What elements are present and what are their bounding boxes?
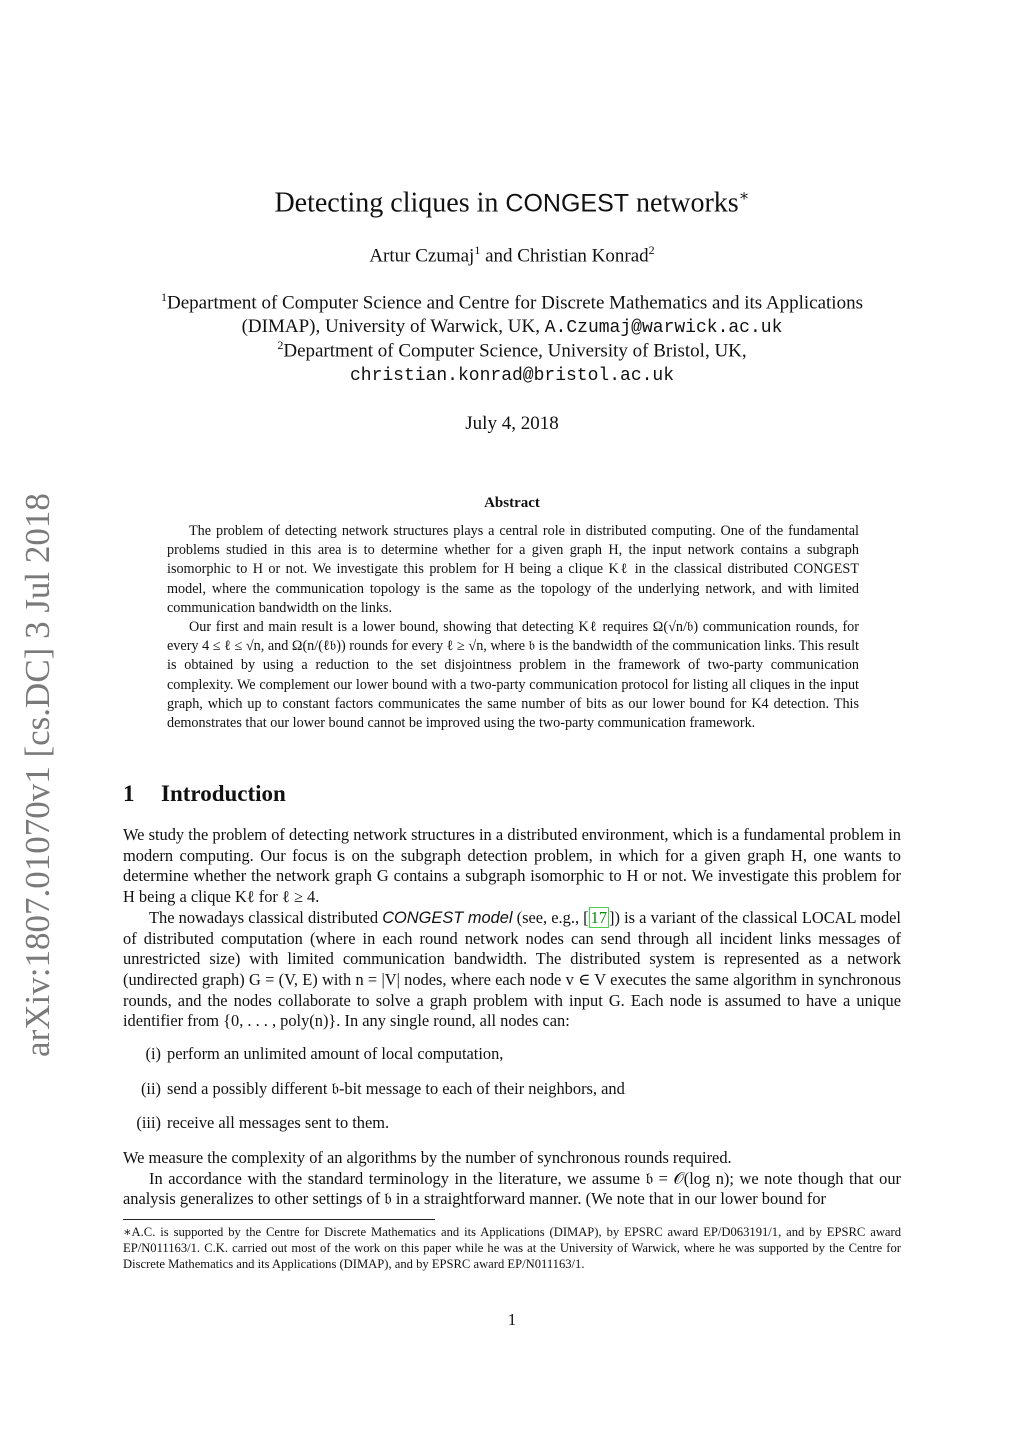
abstract-paragraph: Our first and main result is a lower bound, showing that detecting Kℓ requires Ω(√n/𝔟) communication rounds, for every 4 ≤ ℓ ≤ √n, and Ω(n/(ℓ𝔟)) rounds for every ℓ ≥ √n, where 𝔟 is the bandwidth of the communication links. This result is obtained by using a reduction to the set disjointness problem in the framework of two-party communication complexity. We complement our lower bound with a two-party communication protocol for listing all cliques in the input graph, which up to constant factors communicates the same number of bits as our lower bound for K4 detection. This demonstrates that our lower bound cannot be improved using the two-party communication framework. (167, 619, 859, 732)
publication-date: July 4, 2018 (465, 413, 559, 434)
author-list: Artur Czumaj$^1$ and Christian Konrad$^2$ (369, 243, 655, 267)
abstract-paragraph: The problem of detecting network structures plays a central role in distributed computing. One of the fundamental problems studied in this area is to determine whether for a given graph H, the input network contains a subgraph isomorphic to H or not. We investigate this problem for H being a clique Kℓ in the classical distributed CONGEST model, where the communication topology is the same as the topology of the underlying network, and with limited communication bandwidth on the links. (167, 523, 859, 616)
author-name: Artur Czumaj (369, 245, 475, 267)
list-item: (ii) send a possibly different 𝔟-bit message to each of their neighbors, and (140, 1079, 625, 1098)
paragraph: The nowadays classical distributed CONGEST model (see, e.g., [ 17 ]) is a variant of the classical LOCAL model of distributed computation (where in each round network nodes can send through all incident links messages of unrestricted size) with limited communication bandwidth. The distributed system is represented as a network (undirected graph) G = (V, E) with n = |V| nodes, where each node v ∈ V executes the same algorithm in synchronous rounds, and the nodes collaborate to solve a graph problem with input G. Each node is assumed to have a unique identifier from {0, . . . , poly(n)}. In any single round, all nodes can: (123, 907, 901, 1031)
affiliation-2: $^2$Department of Computer Science, University of Bristol, UK, christian.konrad@bristol.ac.uk (277, 338, 747, 387)
intro-body (123, 825, 901, 1032)
footnote: ∗A.C. is supported by the Centre for Discrete Mathematics and its Applications (DIMAP), by EPSRC award EP/D063191/1, and by EPSRC award EP/N011163/1. C.K. carried out most of the work on this paper while he was at the University of Warwick, where he was supported by the Centre for Discrete Mathematics and its Applications (DIMAP), and by EPSRC award EP/N011163/1. (123, 1225, 901, 1272)
abstract-body (167, 522, 859, 733)
paper-title: Detecting cliques in CONGEST networks∗ (274, 187, 750, 219)
paragraph: We measure the complexity of an algorithms by the number of synchronous rounds required. (123, 1148, 732, 1167)
footnote-rule (123, 1219, 435, 1220)
affiliation-1: $^1$Department of Computer Science and Centre for Discrete Mathematics and its Applications (DIMAP), University of Warwick, UK, A.Czumaj@warwick.ac.uk (161, 290, 863, 339)
list-item: (i) perform an unlimited amount of local computation, (145, 1044, 504, 1063)
citation-link[interactable]: 17 (590, 907, 608, 927)
paragraph: We study the problem of detecting network structures in a distributed environment, which is a fundamental problem in modern computing. Our focus is on the subgraph detection problem, in which for a given graph H, one wants to determine whether the network graph G contains a subgraph isomorphic to H or not. We investigate this problem for H being a clique Kℓ for ℓ ≥ 4. (123, 825, 901, 907)
section-heading: 1 Introduction (123, 781, 286, 806)
email-link[interactable]: christian.konrad@bristol.ac.uk (349, 366, 675, 387)
email-link[interactable]: A.Czumaj@warwick.ac.uk (544, 318, 783, 339)
arxiv-identifier: arXiv:1807.01070v1 [cs.DC] 3 Jul 2018 (18, 493, 57, 1057)
page-number: 1 (507, 1310, 517, 1329)
author-name: Christian Konrad (517, 245, 649, 267)
paragraph: In accordance with the standard terminology in the literature, we assume 𝔟 = 𝒪(log n); we note though that our analysis generalizes to other settings of 𝔟 in a straightforward manner. (We note that in our lower bound for (123, 1168, 901, 1209)
intro-body-continued (123, 1148, 901, 1210)
abstract-heading: Abstract (484, 495, 540, 511)
list-item: (iii) receive all messages sent to them. (136, 1113, 390, 1132)
